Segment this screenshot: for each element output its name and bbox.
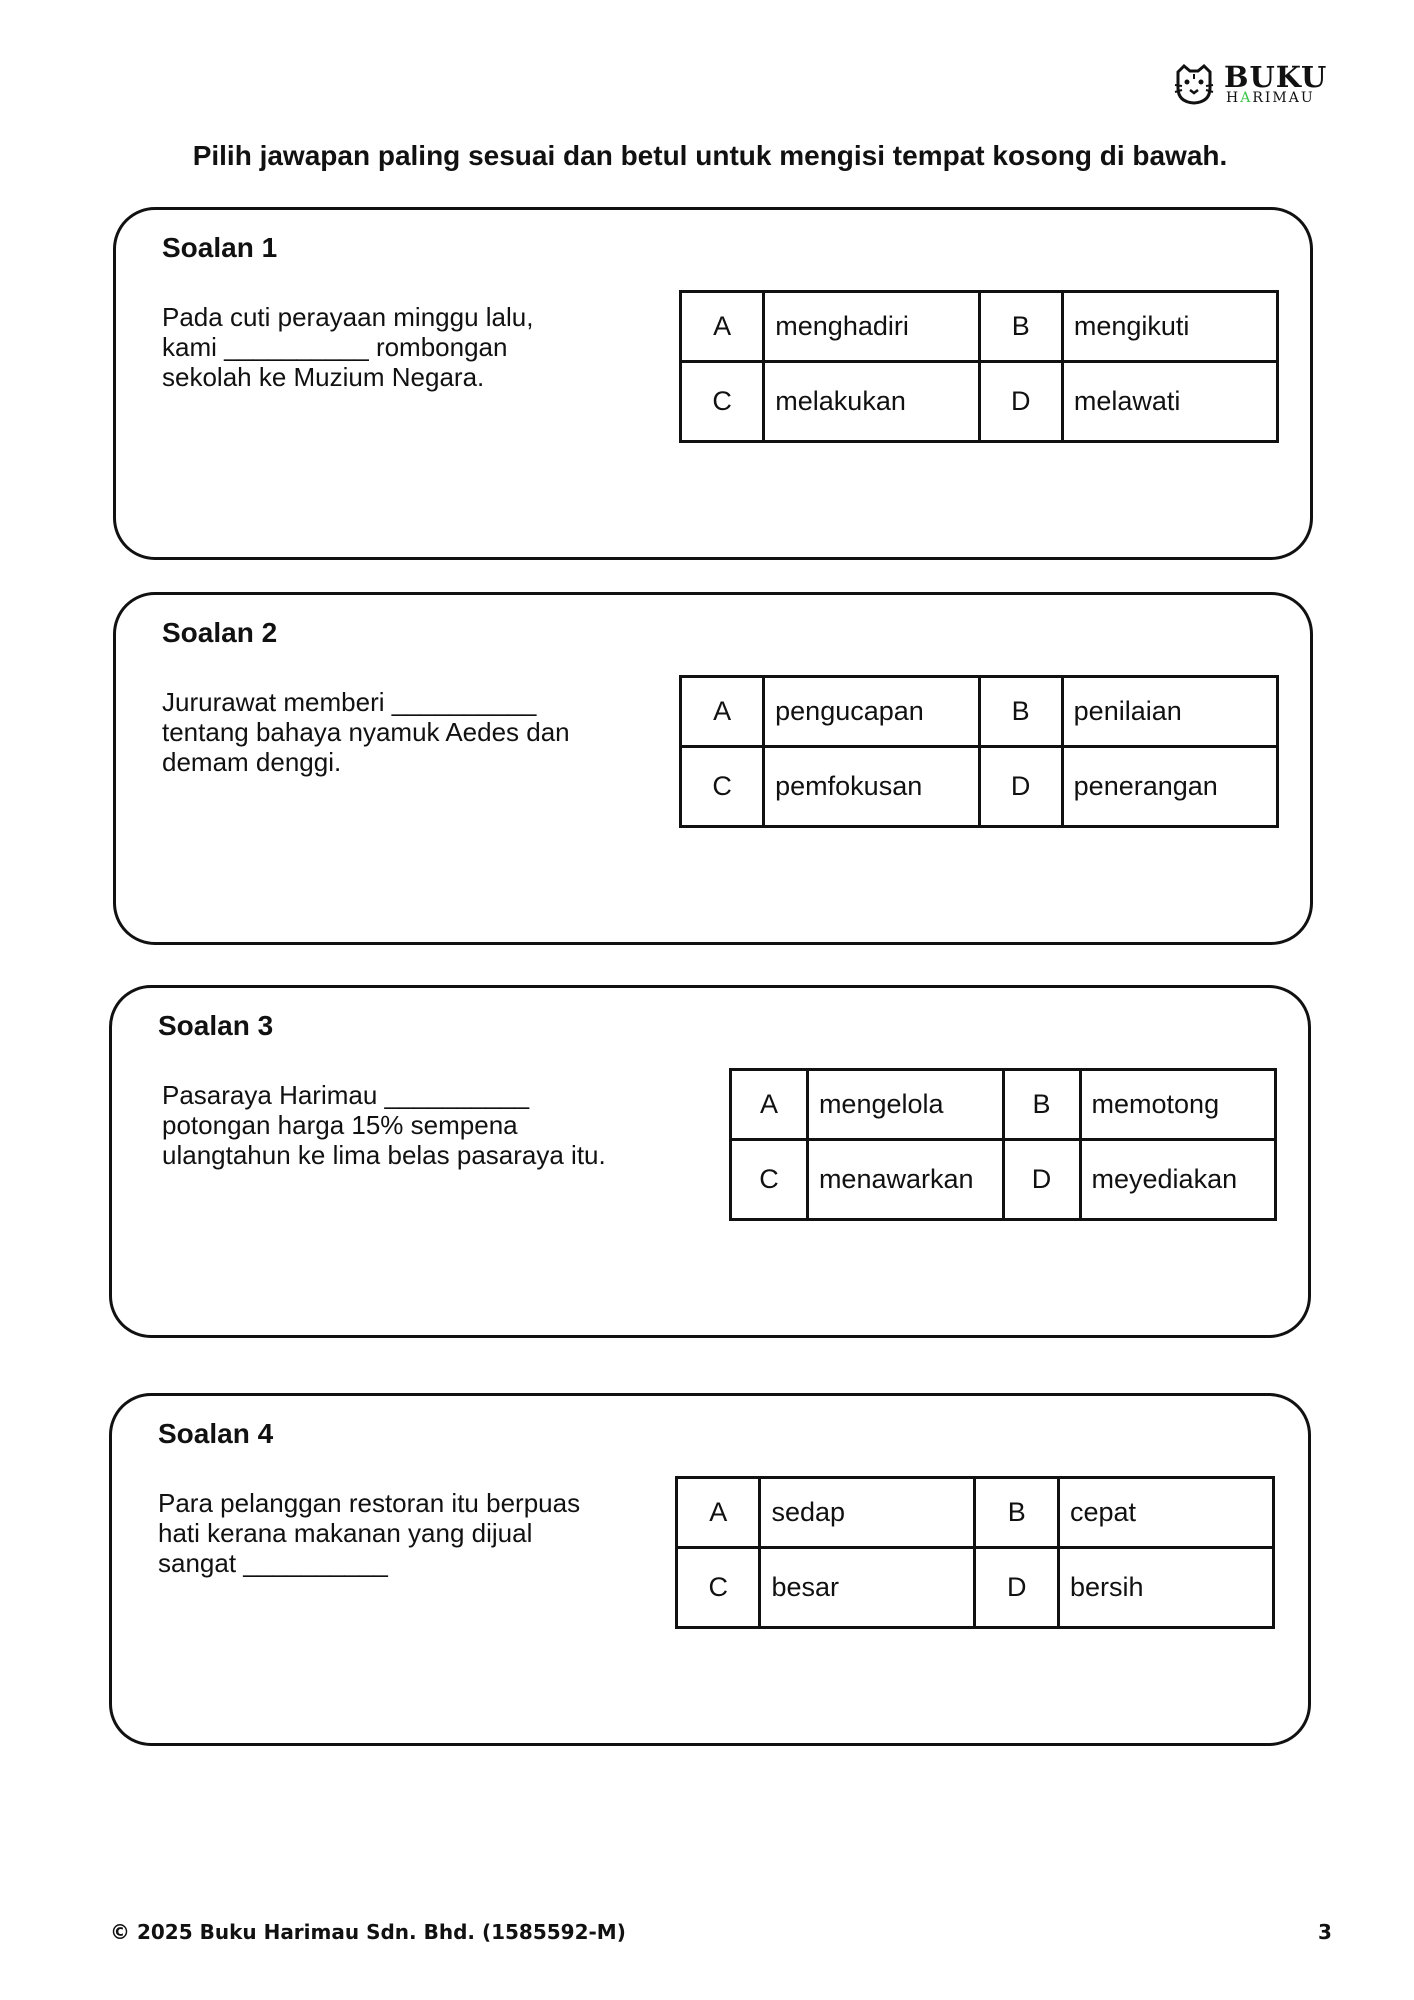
option-letter-d[interactable]: D bbox=[975, 1548, 1058, 1628]
option-letter-b[interactable]: B bbox=[1003, 1070, 1080, 1140]
option-letter-c[interactable]: C bbox=[681, 362, 764, 442]
option-letter-a[interactable]: A bbox=[681, 677, 764, 747]
question-card-3 bbox=[109, 985, 1311, 1338]
options-table bbox=[675, 1476, 1275, 1629]
option-text-c[interactable]: melakukan bbox=[764, 362, 979, 442]
option-letter-d[interactable]: D bbox=[1003, 1140, 1080, 1220]
option-text-d[interactable]: melawati bbox=[1062, 362, 1277, 442]
option-letter-b[interactable]: B bbox=[979, 677, 1062, 747]
option-text-a[interactable]: sedap bbox=[760, 1478, 975, 1548]
tiger-icon bbox=[1172, 62, 1216, 106]
question-title: Soalan 4 bbox=[158, 1418, 274, 1449]
option-text-c[interactable]: pemfokusan bbox=[764, 747, 979, 827]
option-letter-d[interactable]: D bbox=[979, 362, 1062, 442]
option-text-d[interactable]: penerangan bbox=[1062, 747, 1277, 827]
option-text-c[interactable]: menawarkan bbox=[807, 1140, 1003, 1220]
question-text: Pasaraya Harimau __________ potongan harga 15% sempena ulangtahun ke lima belas pasaraya itu. bbox=[162, 1080, 606, 1170]
page-number: 3 bbox=[1318, 1920, 1332, 1944]
option-letter-a[interactable]: A bbox=[731, 1070, 808, 1140]
brand-logo bbox=[1172, 60, 1328, 110]
question-title: Soalan 2 bbox=[162, 617, 278, 648]
option-letter-b[interactable]: B bbox=[975, 1478, 1058, 1548]
option-text-a[interactable]: mengelola bbox=[807, 1070, 1003, 1140]
logo-text-buku: BUKU bbox=[1224, 60, 1328, 94]
option-text-b[interactable]: penilaian bbox=[1062, 677, 1277, 747]
logo-text-harimau: HARIMAU bbox=[1226, 90, 1315, 106]
option-text-d[interactable]: bersih bbox=[1058, 1548, 1273, 1628]
question-title: Soalan 3 bbox=[158, 1010, 274, 1041]
question-card-4 bbox=[109, 1393, 1311, 1746]
option-letter-b[interactable]: B bbox=[979, 292, 1062, 362]
copyright-footer: © 2025 Buku Harimau Sdn. Bhd. (1585592-M) bbox=[110, 1920, 626, 1944]
option-text-a[interactable]: menghadiri bbox=[764, 292, 979, 362]
option-letter-a[interactable]: A bbox=[677, 1478, 760, 1548]
question-text: Para pelanggan restoran itu berpuas hati kerana makanan yang dijual sangat __________ bbox=[158, 1488, 581, 1578]
option-text-d[interactable]: meyediakan bbox=[1080, 1140, 1275, 1220]
options-table bbox=[679, 290, 1279, 443]
question-card-2 bbox=[113, 592, 1313, 945]
option-letter-c[interactable]: C bbox=[731, 1140, 808, 1220]
option-text-b[interactable]: memotong bbox=[1080, 1070, 1275, 1140]
option-letter-c[interactable]: C bbox=[677, 1548, 760, 1628]
option-text-c[interactable]: besar bbox=[760, 1548, 975, 1628]
option-letter-a[interactable]: A bbox=[681, 292, 764, 362]
option-text-a[interactable]: pengucapan bbox=[764, 677, 979, 747]
question-card-1 bbox=[113, 207, 1313, 560]
question-text: Pada cuti perayaan minggu lalu, kami __________ rombongan sekolah ke Muzium Negara. bbox=[162, 302, 534, 392]
options-table bbox=[679, 675, 1279, 828]
option-text-b[interactable]: mengikuti bbox=[1062, 292, 1277, 362]
option-text-b[interactable]: cepat bbox=[1058, 1478, 1273, 1548]
options-table bbox=[729, 1068, 1277, 1221]
option-letter-d[interactable]: D bbox=[979, 747, 1062, 827]
question-text: Jururawat memberi __________ tentang bahaya nyamuk Aedes dan demam denggi. bbox=[162, 687, 570, 777]
instruction-text: Pilih jawapan paling sesuai dan betul untuk mengisi tempat kosong di bawah. bbox=[192, 140, 1228, 171]
option-letter-c[interactable]: C bbox=[681, 747, 764, 827]
question-title: Soalan 1 bbox=[162, 232, 278, 263]
